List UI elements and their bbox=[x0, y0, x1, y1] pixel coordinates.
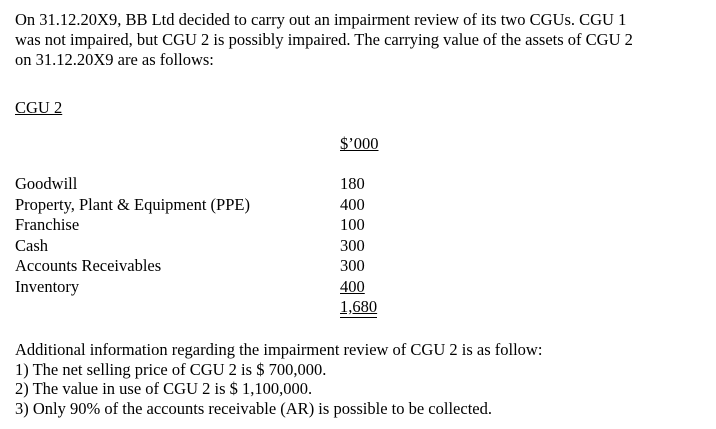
asset-value: 400 bbox=[340, 194, 365, 214]
intro-line-2: was not impaired, but CGU 2 is possibly impaired. The carrying value of the assets of CGU 2 bbox=[15, 30, 633, 49]
additional-item-2: 2) The value in use of CGU 2 is $ 1,100,000. bbox=[15, 379, 313, 398]
total-value: 1,680 bbox=[340, 297, 378, 316]
section-heading: CGU 2 bbox=[15, 98, 63, 117]
asset-value: 400 bbox=[340, 276, 365, 296]
asset-value: 300 bbox=[340, 256, 365, 275]
additional-info bbox=[15, 340, 705, 418]
asset-row-ppe bbox=[15, 195, 395, 216]
asset-row-franchise bbox=[15, 215, 395, 236]
asset-label: Cash bbox=[15, 235, 48, 255]
asset-row-cash bbox=[15, 236, 395, 257]
asset-label: Goodwill bbox=[15, 174, 78, 193]
intro-paragraph bbox=[15, 10, 705, 70]
asset-value: 300 bbox=[340, 235, 365, 255]
additional-intro: Additional information regarding the impairment review of CGU 2 is as follow: bbox=[15, 340, 543, 359]
asset-value: 100 bbox=[340, 215, 365, 234]
asset-row-goodwill bbox=[15, 174, 395, 195]
asset-row-inventory bbox=[15, 277, 395, 298]
additional-item-1: 1) The net selling price of CGU 2 is $ 700,000. bbox=[15, 359, 327, 379]
asset-label: Inventory bbox=[15, 276, 80, 296]
intro-line-1: On 31.12.20X9, BB Ltd decided to carry out an impairment review of its two CGUs. CGU 1 bbox=[15, 10, 627, 29]
asset-row-receivables bbox=[15, 256, 395, 277]
asset-table bbox=[15, 174, 395, 297]
asset-value: 180 bbox=[340, 174, 365, 193]
intro-line-3: on 31.12.20X9 are as follows: bbox=[15, 50, 214, 69]
unit-header: $’000 bbox=[340, 134, 379, 153]
asset-label: Property, Plant & Equipment (PPE) bbox=[15, 194, 250, 214]
asset-label: Franchise bbox=[15, 215, 80, 234]
additional-item-3: 3) Only 90% of the accounts receivable (AR) is possible to be collected. bbox=[15, 398, 492, 418]
asset-label: Accounts Receivables bbox=[15, 256, 162, 275]
